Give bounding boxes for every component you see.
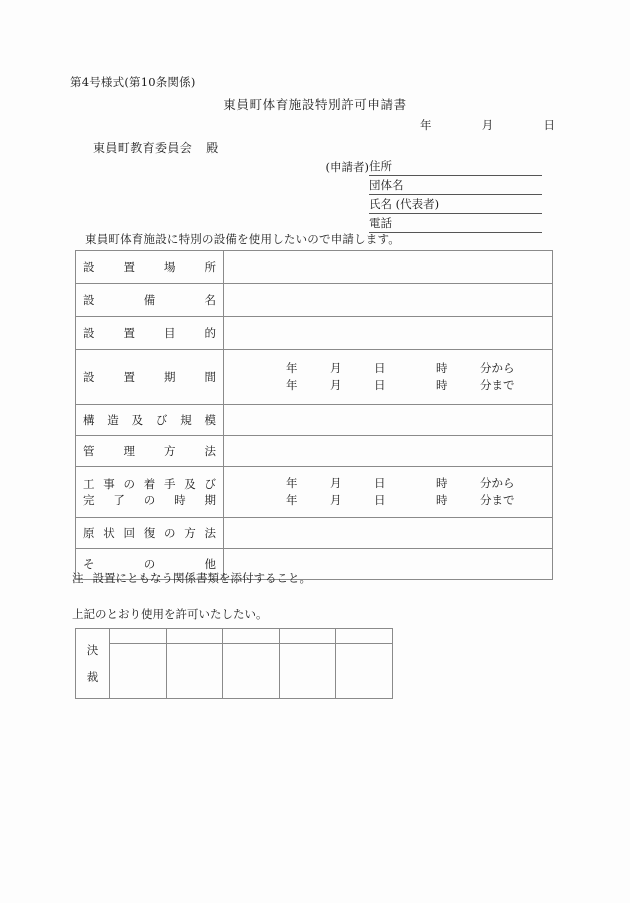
period-tail: 分から	[480, 361, 515, 375]
period-year: 年	[286, 476, 298, 490]
row-value-structure-scale[interactable]	[224, 405, 553, 436]
label-char: 原	[83, 526, 95, 540]
approval-stamp-cell[interactable]	[166, 644, 223, 699]
approval-body-row	[76, 644, 393, 699]
approval-statement: 上記のとおり使用を許可いたしたい。	[72, 607, 268, 621]
label-char: び	[155, 413, 168, 427]
approval-label	[76, 629, 110, 699]
row-value-work-schedule[interactable]	[224, 467, 553, 518]
period-month: 月	[330, 476, 342, 490]
note	[72, 570, 311, 586]
label-char: 方	[184, 526, 196, 540]
period-to-line	[286, 492, 552, 509]
row-label-restoration-method	[76, 518, 224, 549]
period-tail: 分まで	[480, 493, 515, 507]
label-char: 了	[113, 493, 125, 507]
label-char: の	[143, 557, 156, 571]
note-text: 設置にともなう関係書類を添付すること。	[92, 571, 311, 585]
label-char: 設	[83, 370, 95, 384]
row-value-equipment-name[interactable]	[224, 284, 553, 317]
row-label-installation-purpose	[76, 317, 224, 350]
table-row	[76, 350, 553, 405]
applicant-name-label[interactable]: 氏名 (代表者)	[369, 197, 542, 214]
label-char: 造	[107, 413, 119, 427]
period-day: 日	[374, 378, 386, 392]
applicant-field-address	[322, 157, 542, 176]
label-char: 設	[83, 293, 95, 307]
table-row	[76, 405, 553, 436]
period-day: 日	[374, 476, 386, 490]
row-value-restoration-method[interactable]	[224, 518, 553, 549]
applicant-phone-label[interactable]: 電話	[369, 216, 542, 233]
period-month: 月	[330, 378, 342, 392]
period-month: 月	[330, 361, 342, 375]
applicant-field-name	[322, 195, 542, 214]
period-hour: 時	[436, 378, 448, 392]
label-char: 期	[164, 370, 176, 384]
page-title: 東員町体育施設特別許可申請書	[223, 97, 407, 112]
addressee-honorific: 殿	[206, 141, 219, 155]
approval-stamp-cell[interactable]	[223, 644, 280, 699]
date-day: 日	[543, 118, 555, 132]
approval-header-cell[interactable]	[166, 629, 223, 644]
label-char: び	[204, 477, 216, 491]
label-char: 備	[143, 293, 156, 307]
period-hour: 時	[436, 493, 448, 507]
label-char: 工	[83, 477, 95, 491]
label-char: 管	[83, 444, 95, 458]
row-label-installation-place	[76, 251, 224, 284]
row-value-installation-period[interactable]	[224, 350, 553, 405]
table-row	[76, 436, 553, 467]
approval-stamp-cell[interactable]	[336, 644, 393, 699]
label-char: 決	[86, 642, 99, 657]
approval-stamp-cell[interactable]	[279, 644, 336, 699]
period-day: 日	[374, 361, 386, 375]
approval-header-cell[interactable]	[336, 629, 393, 644]
row-value-installation-place[interactable]	[224, 251, 553, 284]
label-char: 理	[123, 444, 135, 458]
row-value-management-method[interactable]	[224, 436, 553, 467]
table-row	[76, 518, 553, 549]
period-year: 年	[286, 378, 298, 392]
date-line	[420, 117, 555, 133]
table-row	[76, 317, 553, 350]
label-char: 名	[204, 293, 216, 307]
row-value-installation-purpose[interactable]	[224, 317, 553, 350]
approval-stamp-cell[interactable]	[110, 644, 167, 699]
addressee	[93, 139, 219, 156]
label-char: 模	[204, 413, 216, 427]
table-row	[76, 284, 553, 317]
label-char: 目	[164, 326, 176, 340]
spacer	[322, 213, 369, 214]
label-char: 設	[83, 260, 95, 274]
note-mark: 注	[72, 571, 84, 585]
label-char: 置	[123, 370, 135, 384]
approval-header-row	[76, 629, 393, 644]
approval-header-cell[interactable]	[223, 629, 280, 644]
label-char: 状	[103, 526, 115, 540]
label-char: 及	[131, 413, 144, 427]
label-char: 裁	[86, 669, 99, 684]
label-char: 回	[123, 526, 135, 540]
label-char: の	[123, 477, 135, 491]
row-label-management-method	[76, 436, 224, 467]
application-details-table	[75, 250, 553, 580]
applicant-address-label[interactable]: 住所	[369, 159, 542, 176]
label-char: 法	[204, 444, 216, 458]
label-char: 他	[204, 557, 216, 571]
period-month: 月	[330, 493, 342, 507]
applicant-prefix: (申請者)	[325, 160, 369, 174]
row-label-structure-scale	[76, 405, 224, 436]
label-char: 着	[143, 477, 156, 491]
period-hour: 時	[436, 361, 448, 375]
approval-header-cell[interactable]	[279, 629, 336, 644]
approval-table	[75, 628, 393, 699]
applicant-organization-label[interactable]: 団体名	[369, 178, 542, 195]
label-char: 手	[164, 477, 176, 491]
row-label-work-schedule	[76, 467, 224, 518]
label-char: 所	[204, 260, 216, 274]
label-char: 置	[123, 260, 135, 274]
table-row	[76, 251, 553, 284]
spacer	[322, 194, 369, 195]
label-char: 及	[184, 477, 196, 491]
label-char: 置	[123, 326, 135, 340]
label-char: 法	[204, 526, 216, 540]
period-fields	[224, 475, 552, 509]
label-char: そ	[83, 557, 95, 571]
table-row	[76, 467, 553, 518]
period-tail: 分まで	[480, 378, 515, 392]
label-char: 復	[143, 526, 156, 540]
applicant-block	[322, 157, 542, 233]
addressee-name: 東員町教育委員会	[93, 141, 193, 155]
period-year: 年	[286, 361, 298, 375]
applicant-field-organization	[322, 176, 542, 195]
label-char: 構	[83, 413, 95, 427]
label-char: 方	[164, 444, 176, 458]
label-char: 設	[83, 326, 95, 340]
label-char: の	[143, 493, 156, 507]
date-year: 年	[420, 118, 432, 132]
label-char: 期	[204, 493, 216, 507]
label-char: 事	[103, 477, 115, 491]
label-char: 場	[164, 260, 176, 274]
label-char: 間	[204, 370, 216, 384]
form-number: 第4号様式(第10条関係)	[70, 75, 196, 89]
period-from-line	[286, 475, 552, 492]
period-hour: 時	[436, 476, 448, 490]
label-char: 的	[204, 326, 216, 340]
period-from-line	[286, 360, 552, 377]
approval-header-cell[interactable]	[110, 629, 167, 644]
intro-statement: 東員町体育施設に特別の設備を使用したいので申請します。	[85, 232, 400, 246]
period-tail: 分から	[480, 476, 515, 490]
period-day: 日	[374, 493, 386, 507]
period-year: 年	[286, 493, 298, 507]
label-char: の	[164, 526, 176, 540]
label-char: 完	[83, 493, 95, 507]
label-char: 規	[180, 413, 192, 427]
period-fields	[224, 360, 552, 394]
date-month: 月	[481, 118, 494, 132]
period-to-line	[286, 377, 552, 394]
row-label-equipment-name	[76, 284, 224, 317]
row-label-installation-period	[76, 350, 224, 405]
label-char: 時	[174, 493, 186, 507]
